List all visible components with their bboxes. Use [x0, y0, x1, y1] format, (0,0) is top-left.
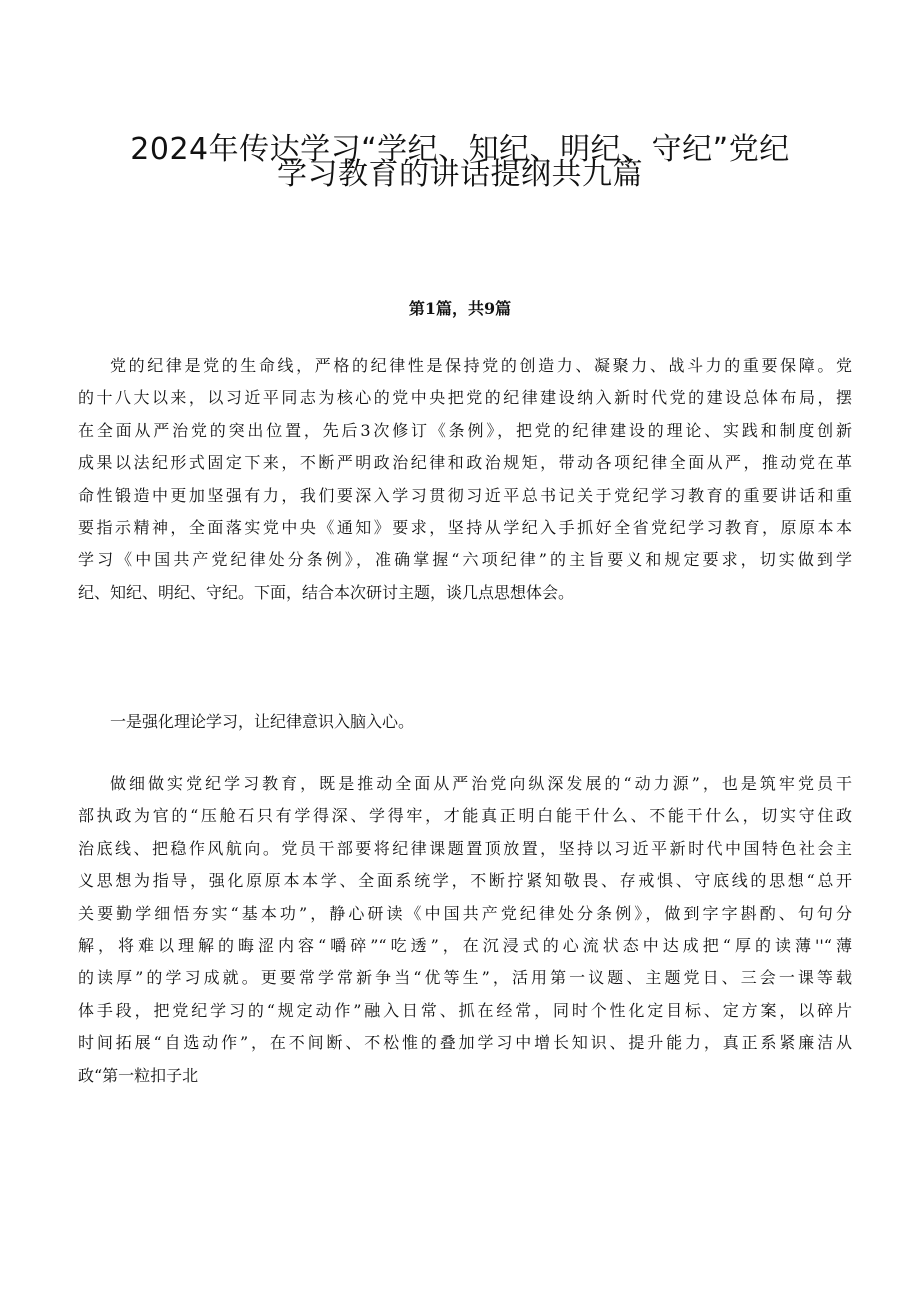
paragraph-2-line: 关要勤学细悟夯实“基本功”，静心研读《中国共产党纪律处分条例》，做到字字斟酌、句句分: [78, 903, 852, 923]
paragraph-1-line: 纪、知纪、明纪、守纪。下面，结合本次研讨主题，谈几点思想体会。: [78, 582, 575, 602]
paragraph-2-line: 的读厚”的学习成就。更要常学常新争当“优等生”，活用第一议题、主题党日、三会一课等载: [78, 968, 852, 988]
paragraph-2-line: 治底线、把稳作风航向。党员干部要将纪律课题置顶放置，坚持以习近平新时代中国特色社会主: [78, 838, 852, 858]
document-title-line-1: 2024年传达学习“学纪、知纪、明纪、守纪”党纪: [130, 132, 790, 167]
document-title-line-2: 学习教育的讲话提纲共九篇: [277, 157, 643, 192]
paragraph-2-line: 做细做实党纪学习教育，既是推动全面从严治党向纵深发展的“动力源”，也是筑牢党员干: [110, 774, 852, 793]
heading-1: [78, 706, 852, 738]
paragraph-1-line: 的十八大以来，以习近平同志为核心的党中央把党的纪律建设纳入新时代党的建设总体布局，摆: [78, 388, 852, 408]
paragraph-2-line: 解，将难以理解的晦涩内容“嚼碎”“吃透”，在沉浸式的心流状态中达成把“厚的读薄''“薄: [78, 935, 852, 955]
heading-1-text: 一是强化理论学习，让纪律意识入脑入心。: [110, 712, 415, 731]
paragraph-1-line: 学习《中国共产党纪律处分条例》，准确掌握“六项纪律”的主旨要义和规定要求，切实做到学: [78, 550, 852, 570]
paragraph-2-line: 部执政为官的“压舱石只有学得深、学得牢，才能真正明白能干什么、不能干什么，切实守住政: [78, 806, 852, 826]
paragraph-1-line: 要指示精神，全面落实党中央《通知》要求，坚持从学纪入手抓好全省党纪学习教育，原原本本: [78, 517, 852, 537]
paragraph-1: [78, 350, 852, 609]
paragraph-1-line: 党的纪律是党的生命线，严格的纪律性是保持党的创造力、凝聚力、战斗力的重要保障。党: [110, 356, 852, 375]
paragraph-2-line: 政“第一粒扣子北: [78, 1065, 199, 1085]
paragraph-1-line: 成果以法纪形式固定下来，不断严明政治纪律和政治规矩，带动各项纪律全面从严，推动党在革: [78, 453, 852, 473]
paragraph-1-line: 命性锻造中更加坚强有力，我们要深入学习贯彻习近平总书记关于党纪学习教育的重要讲话和重: [78, 485, 852, 505]
paragraph-2-line: 义思想为指导，强化原原本本学、全面系统学，不断拧紧知敬畏、存戒惧、守底线的思想“总开: [78, 871, 852, 891]
paragraph-2: [78, 768, 852, 1092]
paragraph-1-line: 在全面从严治党的突出位置，先后3次修订《条例》，把党的纪律建设的理论、实践和制度创新: [78, 420, 852, 440]
part-label: 第1篇，共9篇: [408, 299, 512, 318]
paragraph-2-line: 时间拓展“自选动作”，在不间断、不松惟的叠加学习中增长知识、提升能力，真正系紧廉洁从: [78, 1033, 852, 1053]
paragraph-2-line: 体手段，把党纪学习的“规定动作”融入日常、抓在经常，同时个性化定目标、定方案，以碎片: [78, 1000, 852, 1020]
